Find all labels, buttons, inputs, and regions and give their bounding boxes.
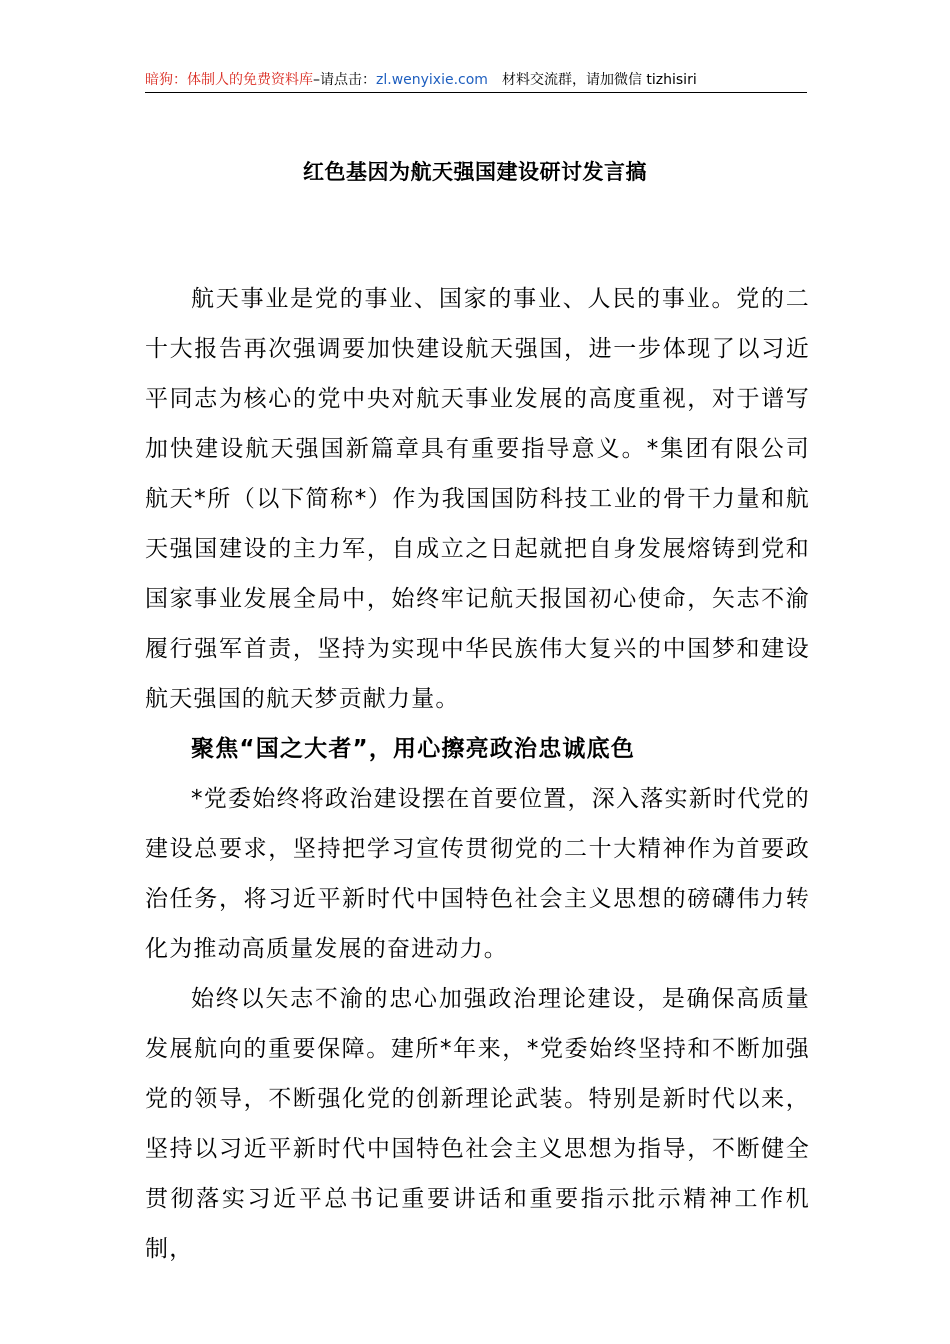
- paragraph-political-building: *党委始终将政治建设摆在首要位置，深入落实新时代党的建设总要求，坚持把学习宣传贯彻党的二十大精神作为首要政治任务，将习近平新时代中国特色社会主义思想的磅礴伟力转化为推动高质量发展的奋进动力。: [145, 786, 810, 962]
- header-link[interactable]: zl.wenyixie.com: [376, 72, 488, 88]
- page-header: [145, 70, 807, 93]
- paragraph-intro: 航天事业是党的事业、国家的事业、人民的事业。党的二十大报告再次强调要加快建设航天强国，进一步体现了以习近平同志为核心的党中央对航天事业发展的高度重视，对于谱写加快建设航天强国新篇章具有重要指导意义。*集团有限公司航天*所（以下简称*）作为我国国防科技工业的骨干力量和航天强国建设的主力军，自成立之日起就把自身发展熔铸到党和国家事业发展全局中，始终牢记航天报国初心使命，矢志不渝履行强军首责，坚持为实现中华民族伟大复兴的中国梦和建设航天强国的航天梦贡献力量。: [145, 286, 810, 712]
- section-heading: 聚焦“国之大者”，用心擦亮政治忠诚底色: [191, 736, 636, 762]
- document-title: 红色基因为航天强国建设研讨发言搞: [303, 160, 647, 184]
- paragraph-theory-building: 始终以矢志不渝的忠心加强政治理论建设，是确保高质量发展航向的重要保障。建所*年来，*党委始终坚持和不断加强党的领导，不断强化党的创新理论武装。特别是新时代以来，坚持以习近平新时代中国特色社会主义思想为指导，不断健全贯彻落实习近平总书记重要讲话和重要指示批示精神工作机制，: [145, 986, 810, 1262]
- header-prompt: –请点击：: [313, 72, 376, 88]
- header-brand: 暗狗：体制人的免费资料库: [145, 72, 313, 88]
- header-contact: 材料交流群，请加微信 tizhisiri: [501, 72, 697, 88]
- document-body: [145, 274, 810, 1274]
